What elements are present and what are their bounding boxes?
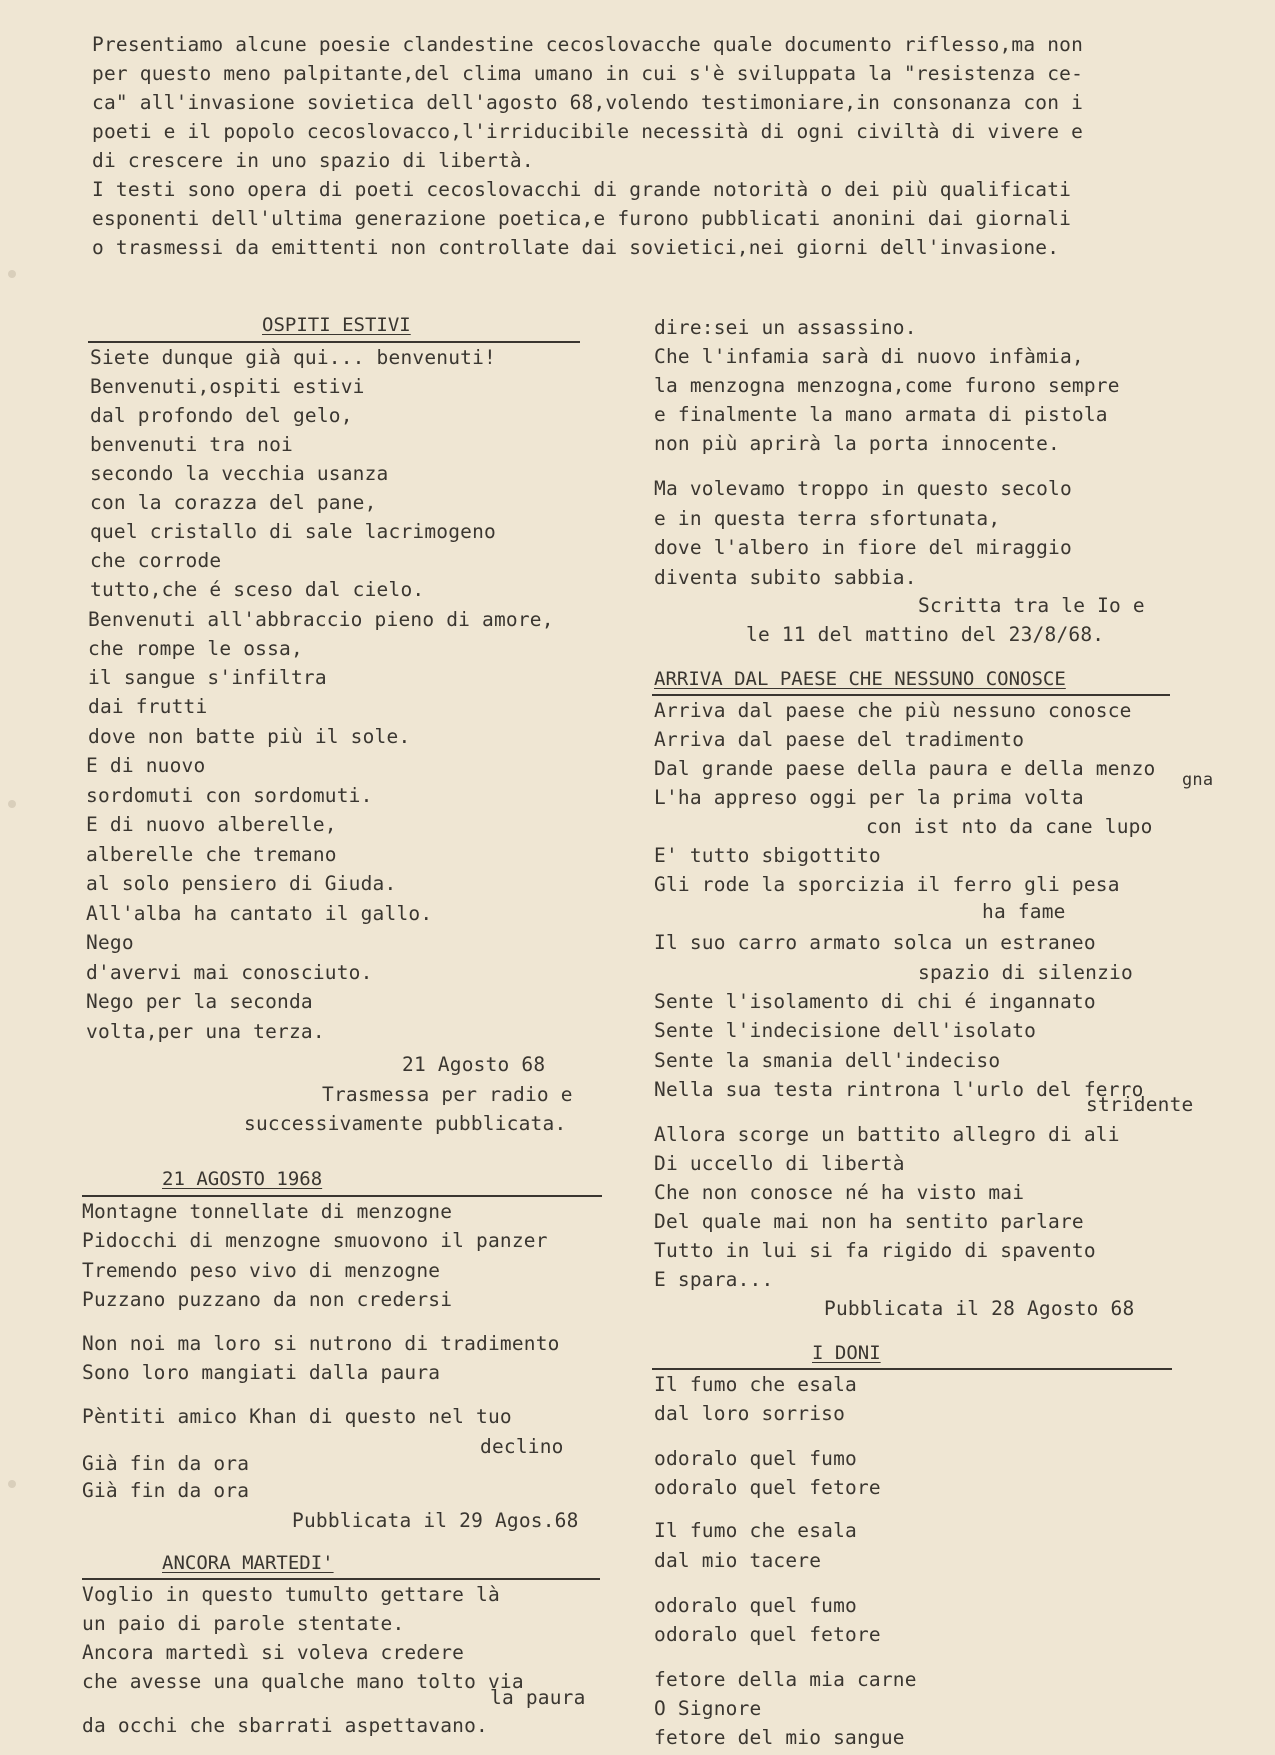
poem-line: Del quale mai non ha sentito parlare — [654, 1210, 1084, 1233]
poem-title-arriva-dal-paese: ARRIVA DAL PAESE CHE NESSUNO CONOSCE — [654, 668, 1066, 690]
poem-line: Montagne tonnellate di menzogne — [82, 1200, 453, 1223]
poem-line: E spara... — [654, 1268, 774, 1291]
poem-line: odoralo quel fetore — [654, 1623, 881, 1646]
poem-line: dove l'albero in fiore del miraggio — [654, 536, 1072, 559]
intro-line: esponenti dell'ultima generazione poetica,e furono pubblicati anonini dai giornali — [92, 207, 1072, 230]
poem-line: con ist nto da cane lupo — [866, 815, 1153, 838]
poem-line: All'alba ha cantato il gallo. — [86, 902, 433, 925]
poem-title-21-agosto-1968: 21 AGOSTO 1968 — [162, 1168, 323, 1190]
poem-line: gna — [1182, 770, 1214, 790]
poem-line: volta,per una terza. — [86, 1020, 325, 1043]
poem-line: spazio di silenzio — [918, 961, 1133, 984]
poem-line: quel cristallo di sale lacrimogeno — [90, 520, 496, 543]
poem-line: Sente l'indecisione dell'isolato — [654, 1019, 1037, 1042]
poem-line: E' tutto sbigottito — [654, 844, 881, 867]
poem-line: sordomuti con sordomuti. — [86, 784, 373, 807]
intro-line: per questo meno palpitante,del clima umano in cui s'è sviluppata la "resistenza ce- — [92, 62, 1084, 85]
poem-line: Benvenuti all'abbraccio pieno di amore, — [88, 608, 554, 631]
poem-line: che rompe le ossa, — [88, 637, 303, 660]
poem-line: declino — [480, 1435, 564, 1458]
poem-line: odoralo quel fumo — [654, 1594, 857, 1617]
poem-line: benvenuti tra noi — [90, 433, 293, 456]
poem-title-ancora-martedi: ANCORA MARTEDI' — [162, 1552, 334, 1574]
poem-line: Di uccello di libertà — [654, 1152, 905, 1175]
poem-line: Il fumo che esala — [654, 1373, 857, 1396]
poem-line: Benvenuti,ospiti estivi — [90, 375, 365, 398]
poem-line: dai frutti — [88, 695, 208, 718]
poem-note: le 11 del mattino del 23/8/68. — [746, 623, 1105, 646]
poem-line: Sono loro mangiati dalla paura — [82, 1361, 441, 1384]
poem-line: dire:sei un assassino. — [654, 316, 917, 339]
poem-line: tutto,che é sceso dal cielo. — [90, 578, 425, 601]
poem-note: Trasmessa per radio e — [322, 1083, 573, 1106]
poem-line: odoralo quel fetore — [654, 1476, 881, 1499]
poem-line: Non noi ma loro si nutrono di tradimento — [82, 1332, 560, 1355]
poem-note: 21 Agosto 68 — [402, 1053, 546, 1076]
title-rule — [652, 694, 1170, 696]
poem-line: Sente la smania dell'indeciso — [654, 1049, 1001, 1072]
intro-line: di crescere in uno spazio di libertà. — [92, 149, 534, 172]
poem-line: E di nuovo — [86, 754, 206, 777]
poem-line: che avesse una qualche mano tolto via — [82, 1670, 524, 1693]
poem-line: Ancora martedì si voleva credere — [82, 1641, 465, 1664]
title-rule — [82, 1195, 602, 1197]
poem-line: Voglio in questo tumulto gettare là — [82, 1583, 500, 1606]
poem-line: Il suo carro armato solca un estraneo — [654, 931, 1096, 954]
intro-line: Presentiamo alcune poesie clandestine cecoslovacche quale documento riflesso,ma non — [92, 33, 1084, 56]
poem-line: Nego per la seconda — [86, 990, 313, 1013]
poem-line: al solo pensiero di Giuda. — [86, 872, 397, 895]
title-rule — [652, 1368, 1172, 1370]
poem-line: secondo la vecchia usanza — [90, 462, 389, 485]
poem-line: diventa subito sabbia. — [654, 566, 917, 589]
poem-line: da occhi che sbarrati aspettavano. — [82, 1714, 488, 1737]
poem-line: Che non conosce né ha visto mai — [654, 1181, 1025, 1204]
poem-line: la menzogna menzogna,come furono sempre — [654, 374, 1120, 397]
poem-note: Scritta tra le Io e — [918, 594, 1145, 617]
poem-line: O Signore — [654, 1697, 762, 1720]
poem-line: Arriva dal paese che più nessuno conosce — [654, 699, 1132, 722]
title-rule — [82, 1578, 600, 1580]
poem-line: Ma volevamo troppo in questo secolo — [654, 477, 1072, 500]
poem-line: Sente l'isolamento di chi é ingannato — [654, 990, 1096, 1013]
right-column — [640, 0, 1275, 1755]
poem-line: E di nuovo alberelle, — [86, 813, 337, 836]
poem-line: Siete dunque già qui... benvenuti! — [90, 346, 496, 369]
poem-line: la paura — [490, 1686, 586, 1709]
poem-line: dal mio tacere — [654, 1549, 822, 1572]
poem-line: Tutto in lui si fa rigido di spavento — [654, 1239, 1096, 1262]
poem-line: il sangue s'infiltra — [88, 666, 327, 689]
poem-line: Dal grande paese della paura e della menzo — [654, 757, 1156, 780]
poem-line: Pidocchi di menzogne smuovono il panzer — [82, 1229, 548, 1252]
poem-line: stridente — [1086, 1093, 1194, 1116]
poem-line: Tremendo peso vivo di menzogne — [82, 1259, 441, 1282]
poem-line: fetore della mia carne — [654, 1668, 917, 1691]
intro-line: I testi sono opera di poeti cecoslovacchi di grande notorità o dei più qualificati — [92, 178, 1072, 201]
poem-line: odoralo quel fumo — [654, 1447, 857, 1470]
intro-line: poeti e il popolo cecoslovacco,l'irriducibile necessità di ogni civiltà di vivere e — [92, 120, 1084, 143]
poem-title-ospiti-estivi: OSPITI ESTIVI — [262, 314, 411, 336]
intro-line: ca" all'invasione sovietica dell'agosto 68,volendo testimoniare,in consonanza con i — [92, 91, 1084, 114]
poem-line: e in questa terra sfortunata, — [654, 507, 1001, 530]
poem-line: Il fumo che esala — [654, 1519, 857, 1542]
poem-line: Nego — [86, 931, 134, 954]
poem-line: dove non batte più il sole. — [88, 725, 411, 748]
poem-line: Già fin da ora — [82, 1479, 250, 1502]
poem-line: ha fame — [982, 900, 1066, 923]
poem-line: Già fin da ora — [82, 1452, 250, 1475]
poem-line: Gli rode la sporcizia il ferro gli pesa — [654, 873, 1120, 896]
poem-line: dal profondo del gelo, — [90, 404, 353, 427]
poem-line: con la corazza del pane, — [90, 491, 377, 514]
poem-line: non più aprirà la porta innocente. — [654, 432, 1060, 455]
poem-line: Allora scorge un battito allegro di ali — [654, 1123, 1120, 1146]
poem-line: e finalmente la mano armata di pistola — [654, 403, 1108, 426]
poem-line: Pèntiti amico Khan di questo nel tuo — [82, 1405, 512, 1428]
poem-line: alberelle che tremano — [86, 843, 337, 866]
poem-line: Arriva dal paese del tradimento — [654, 728, 1025, 751]
poem-line: Che l'infamia sarà di nuovo infàmia, — [654, 345, 1084, 368]
poem-line: fetore del mio sangue — [654, 1726, 905, 1749]
poem-line: Puzzano puzzano da non credersi — [82, 1288, 453, 1311]
title-rule — [88, 341, 580, 343]
poem-line: un paio di parole stentate. — [82, 1612, 405, 1635]
poem-note: Pubblicata il 29 Agos.68 — [292, 1509, 579, 1532]
poem-title-i-doni: I DONI — [812, 1342, 881, 1364]
intro-line: o trasmessi da emittenti non controllate dai sovietici,nei giorni dell'invasione. — [92, 236, 1060, 259]
poem-line: che corrode — [90, 549, 222, 572]
poem-line: d'avervi mai conosciuto. — [86, 961, 373, 984]
poem-line: Nella sua testa rintrona l'urlo del ferro — [654, 1078, 1144, 1101]
poem-note: Pubblicata il 28 Agosto 68 — [824, 1297, 1135, 1320]
poem-line: dal loro sorriso — [654, 1402, 846, 1425]
poem-note: successivamente pubblicata. — [244, 1112, 567, 1135]
poem-line: L'ha appreso oggi per la prima volta — [654, 786, 1084, 809]
